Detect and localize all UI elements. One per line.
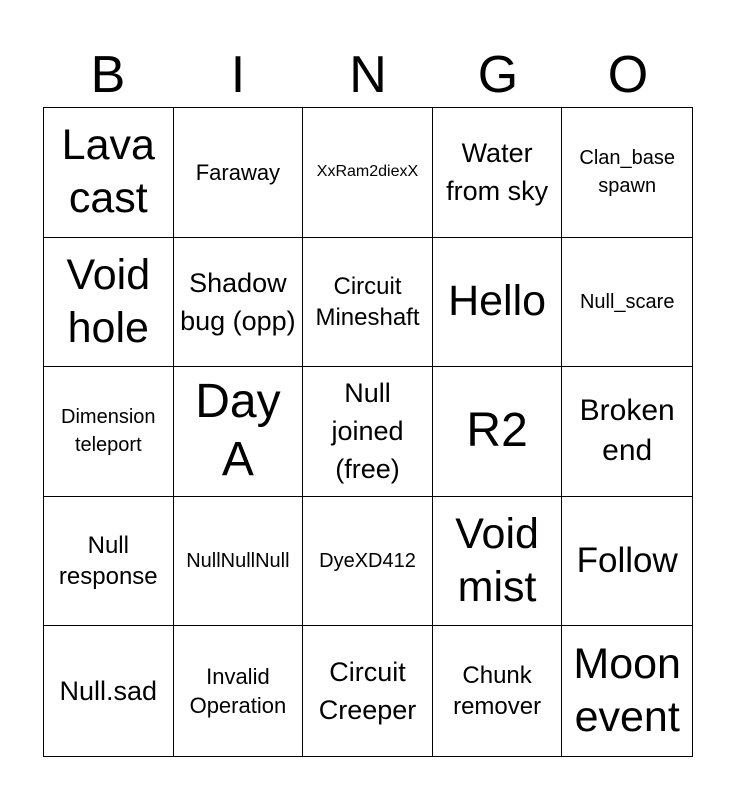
cell-text: DyeXD412 bbox=[319, 550, 416, 573]
header-letter-b: B bbox=[90, 46, 126, 104]
bingo-cell-g5[interactable] bbox=[433, 626, 563, 756]
cell-text: Follow bbox=[576, 541, 678, 581]
bingo-cell-n2[interactable] bbox=[303, 238, 433, 368]
bingo-header bbox=[43, 44, 693, 106]
bingo-cell-i4[interactable] bbox=[174, 497, 304, 627]
cell-text: Null_scare bbox=[579, 290, 675, 313]
header-letter-o: O bbox=[607, 46, 649, 104]
bingo-cell-o1[interactable] bbox=[562, 108, 692, 238]
bingo-cell-n3[interactable] bbox=[303, 367, 433, 497]
bingo-cell-b5[interactable] bbox=[44, 626, 174, 756]
cell-text: NullNullNull bbox=[186, 550, 290, 573]
bingo-cell-o5[interactable] bbox=[562, 626, 692, 756]
bingo-cell-b4[interactable] bbox=[44, 497, 174, 627]
bingo-cell-i5[interactable] bbox=[174, 626, 304, 756]
cell-text: XxRam2diexX bbox=[316, 163, 419, 181]
bingo-cell-b1[interactable] bbox=[44, 108, 174, 238]
cell-text: Circuit Mineshaft bbox=[315, 272, 420, 331]
cell-text: R2 bbox=[466, 404, 528, 458]
cell-text: Null joined (free) bbox=[331, 378, 404, 485]
bingo-cell-g1[interactable] bbox=[433, 108, 563, 238]
bingo-cell-o2[interactable] bbox=[562, 238, 692, 368]
bingo-cell-n1[interactable] bbox=[303, 108, 433, 238]
cell-text: Clan_base spawn bbox=[579, 147, 675, 198]
cell-text: Broken end bbox=[579, 394, 675, 468]
bingo-cell-g3[interactable] bbox=[433, 367, 563, 497]
cell-text: Faraway bbox=[195, 159, 281, 185]
bingo-cell-b3[interactable] bbox=[44, 367, 174, 497]
cell-text: Null response bbox=[58, 532, 158, 591]
cell-text: Dimension teleport bbox=[61, 406, 156, 457]
cell-text: Day A bbox=[195, 375, 281, 487]
header-letter-i: I bbox=[230, 46, 246, 104]
cell-text: Void mist bbox=[455, 510, 539, 612]
bingo-cell-b2[interactable] bbox=[44, 238, 174, 368]
cell-text: Invalid Operation bbox=[189, 664, 287, 719]
bingo-cell-n5[interactable] bbox=[303, 626, 433, 756]
cell-text: Hello bbox=[448, 277, 547, 326]
cell-text: Lava cast bbox=[61, 121, 155, 223]
bingo-cell-i3[interactable] bbox=[174, 367, 304, 497]
bingo-cell-i2[interactable] bbox=[174, 238, 304, 368]
cell-text: Water from sky bbox=[446, 138, 549, 207]
cell-text: Circuit Creeper bbox=[318, 657, 417, 726]
cell-text: Null.sad bbox=[59, 676, 158, 707]
bingo-board bbox=[43, 107, 693, 757]
cell-text: Moon event bbox=[573, 640, 681, 742]
bingo-cell-n4[interactable] bbox=[303, 497, 433, 627]
bingo-cell-i1[interactable] bbox=[174, 108, 304, 238]
header-letter-g: G bbox=[477, 46, 519, 104]
bingo-cell-g2[interactable] bbox=[433, 238, 563, 368]
cell-text: Chunk remover bbox=[453, 662, 542, 721]
cell-text: Void hole bbox=[66, 250, 151, 352]
bingo-cell-g4[interactable] bbox=[433, 497, 563, 627]
header-letter-n: N bbox=[349, 46, 387, 104]
bingo-cell-o3[interactable] bbox=[562, 367, 692, 497]
bingo-cell-o4[interactable] bbox=[562, 497, 692, 627]
cell-text: Shadow bug (opp) bbox=[180, 267, 296, 336]
